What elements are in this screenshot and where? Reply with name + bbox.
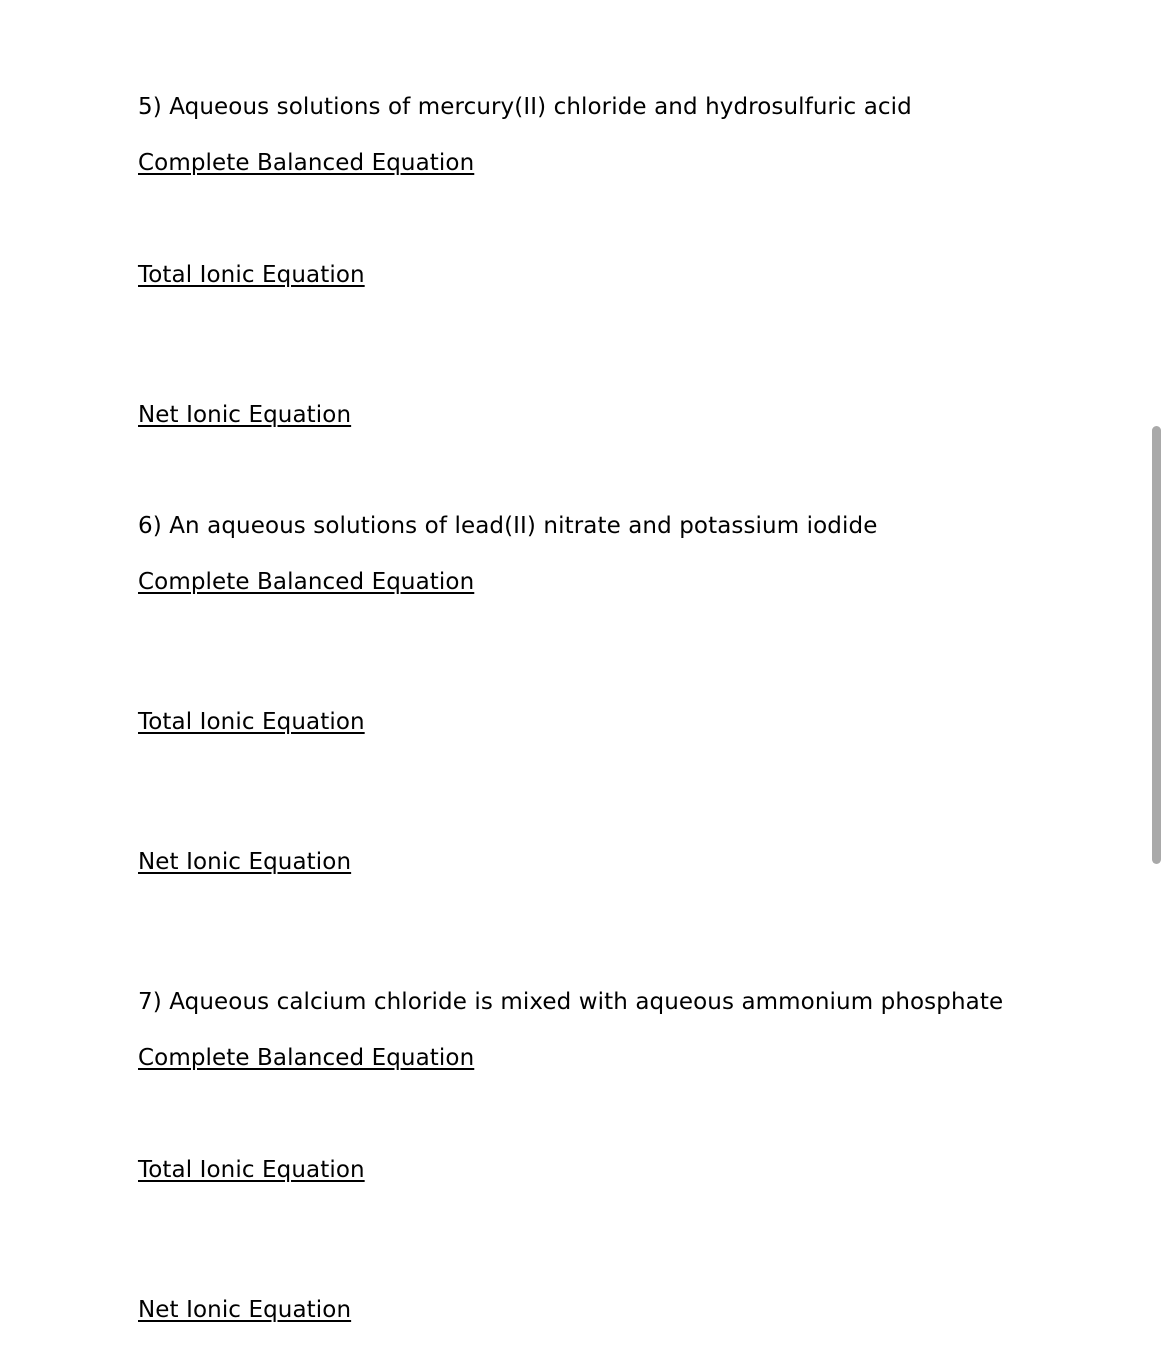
- complete-balanced-equation-label-5: Complete Balanced Equation: [138, 150, 475, 176]
- complete-balanced-equation-label-6: Complete Balanced Equation: [138, 569, 475, 595]
- complete-balanced-equation-label-7: Complete Balanced Equation: [138, 1045, 475, 1071]
- net-ionic-equation-label-6: Net Ionic Equation: [138, 849, 352, 875]
- total-ionic-equation-label-5: Total Ionic Equation: [138, 262, 365, 288]
- total-ionic-equation-label-6: Total Ionic Equation: [138, 709, 365, 735]
- total-ionic-equation-label-7: Total Ionic Equation: [138, 1157, 365, 1183]
- net-ionic-equation-label-7: Net Ionic Equation: [138, 1297, 352, 1323]
- net-ionic-equation-label-5: Net Ionic Equation: [138, 402, 352, 428]
- vertical-scrollbar-thumb[interactable]: [1152, 426, 1161, 864]
- question-6: 6) An aqueous solutions of lead(II) nitrate and potassium iodide: [138, 513, 878, 539]
- question-5: 5) Aqueous solutions of mercury(II) chloride and hydrosulfuric acid: [138, 94, 912, 120]
- question-7: 7) Aqueous calcium chloride is mixed with aqueous ammonium phosphate: [138, 989, 1004, 1015]
